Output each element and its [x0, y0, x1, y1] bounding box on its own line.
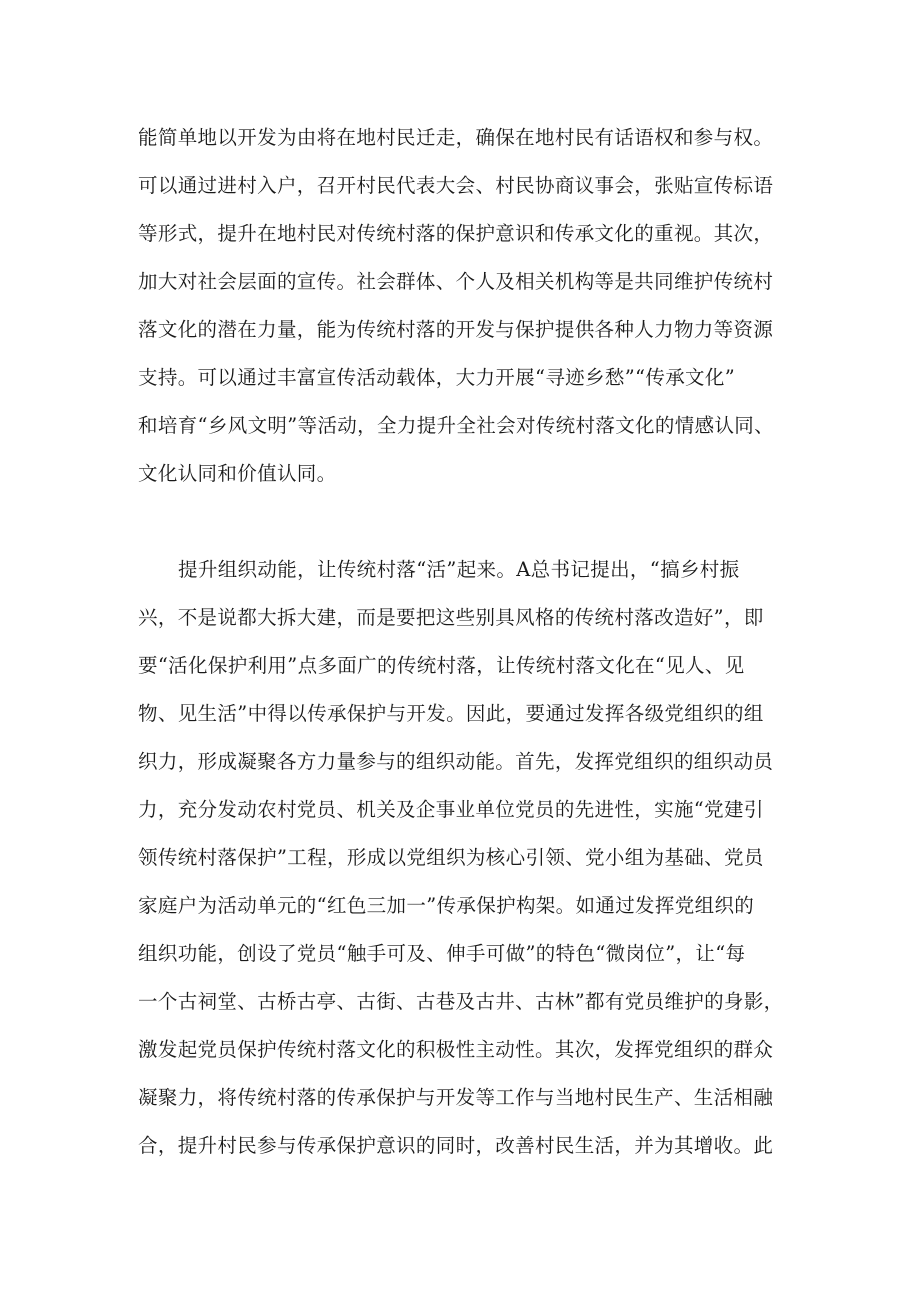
paragraph-line: 凝聚力，将传统村落的传承保护与开发等工作与当地村民生产、生活相融 — [138, 1086, 774, 1109]
paragraph-line: 兴，不是说都大拆大建，而是要把这些别具风格的传统村落改造好”，即 — [138, 606, 764, 629]
paragraph-line: 领传统村落保护”工程，形成以党组织为核心引领、党小组为基础、党员 — [138, 846, 764, 869]
paragraph-first-line: 提升组织动能，让传统村落“活”起来。A总书记提出，“搞乡村振 — [178, 558, 740, 581]
paragraph-line: 激发起党员保护传统村落文化的积极性主动性。其次，发挥党组织的群众 — [138, 1038, 774, 1061]
paragraph-line: 合，提升村民参与传承保护意识的同时，改善村民生活，并为其增收。此 — [138, 1134, 774, 1157]
paragraph-line: 文化认同和价值认同。 — [138, 462, 337, 485]
paragraph-line: 家庭户为活动单元的“红色三加一”传承保护构架。如通过发挥党组织的 — [138, 894, 755, 917]
paragraph-line: 加大对社会层面的宣传。社会群体、个人及相关机构等是共同维护传统村 — [138, 270, 774, 293]
paragraph-line: 支持。可以通过丰富宣传活动载体，大力开展“寻迹乡愁”“传承文化” — [138, 366, 736, 389]
paragraph-line: 织力，形成凝聚各方力量参与的组织动能。首先，发挥党组织的组织动员 — [138, 750, 774, 773]
paragraph-line: 可以通过进村入户，召开村民代表大会、村民协商议事会，张贴宣传标语 — [138, 174, 774, 197]
paragraph-line: 力，充分发动农村党员、机关及企事业单位党员的先进性，实施“党建引 — [138, 798, 764, 821]
paragraph-line: 要“活化保护利用”点多面广的传统村落，让传统村落文化在“见人、见 — [138, 654, 745, 677]
paragraph-line: 落文化的潜在力量，能为传统村落的开发与保护提供各种人力物力等资源 — [138, 318, 774, 341]
paragraph-line: 能简单地以开发为由将在地村民迁走，确保在地村民有话语权和参与权。 — [138, 126, 774, 149]
paragraph-line: 组织功能，创设了党员“触手可及、伸手可做”的特色“微岗位”，让“每 — [138, 942, 746, 965]
paragraph-line: 一个古祠堂、古桥古亭、古街、古巷及古井、古林”都有党员维护的身影， — [138, 990, 784, 1013]
paragraph-line: 物、见生活”中得以传承保护与开发。因此，要通过发挥各级党组织的组 — [138, 702, 764, 725]
paragraph-line: 和培育“乡风文明”等活动，全力提升全社会对传统村落文化的情感认同、 — [138, 414, 774, 437]
paragraph-line: 等形式，提升在地村民对传统村落的保护意识和传承文化的重视。其次， — [138, 222, 774, 245]
